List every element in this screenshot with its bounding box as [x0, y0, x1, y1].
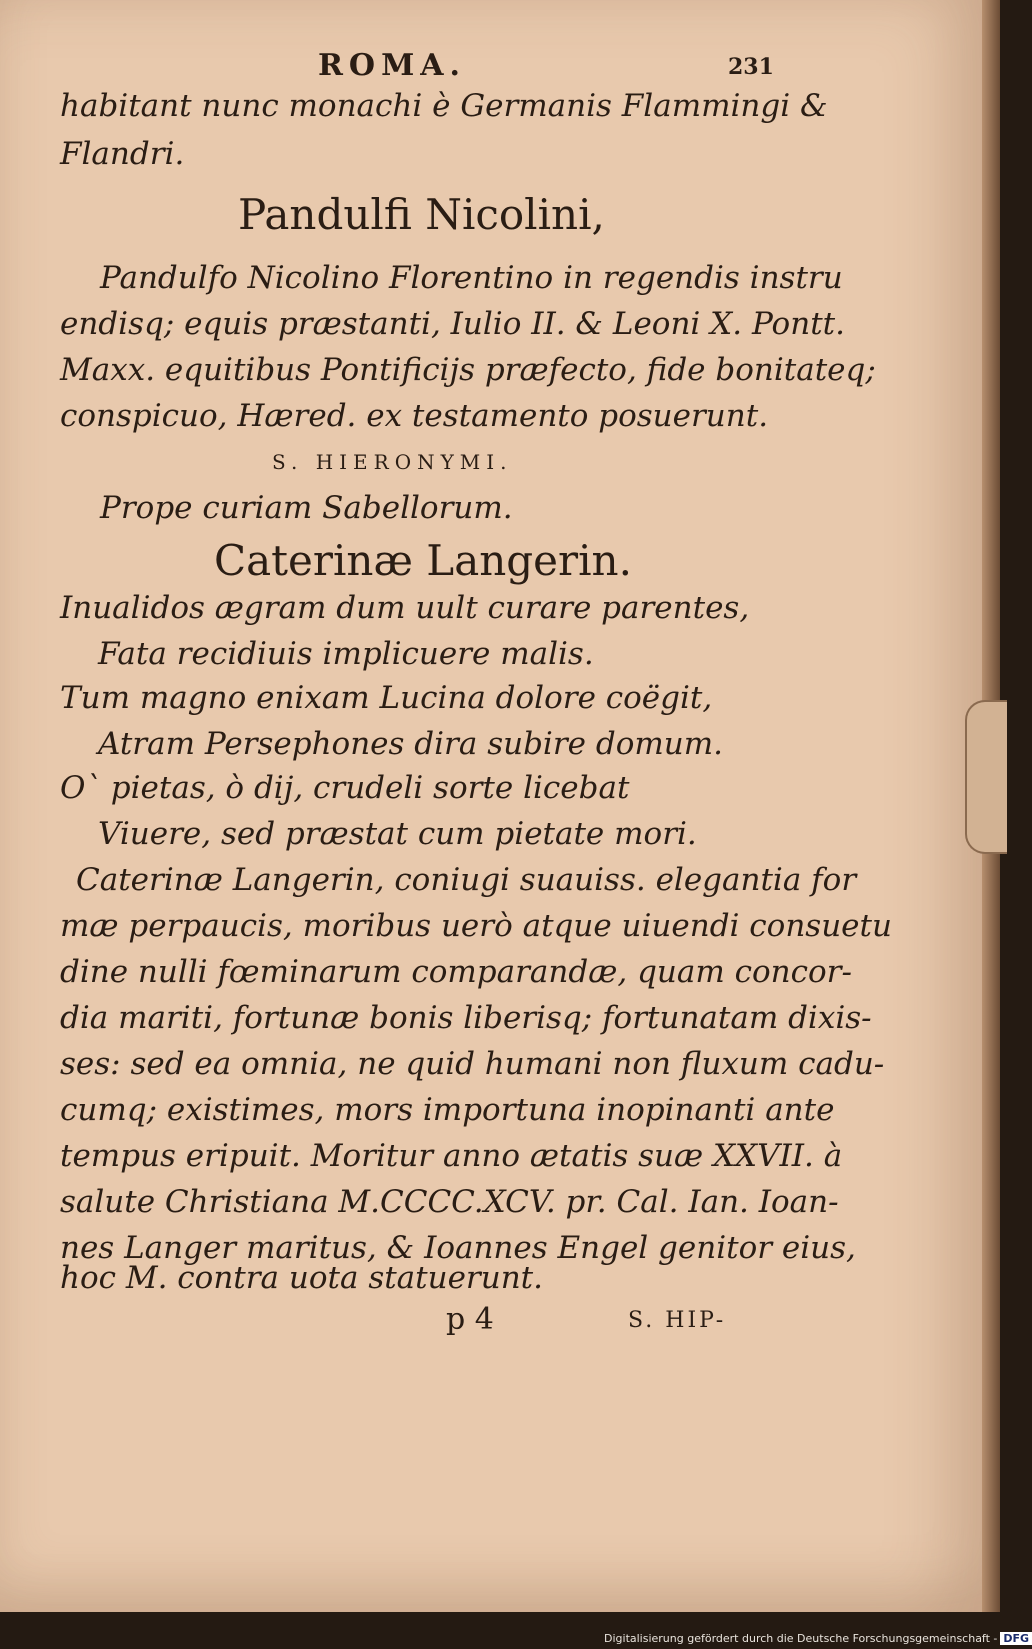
text-line: habitant nunc monachi è Germanis Flammingi &	[60, 88, 828, 124]
text-line: cumq; existimes, mors importuna inopinanti ante	[60, 1092, 835, 1128]
verse-line: Viuere, sed præstat cum pietate mori.	[98, 816, 697, 852]
page-number: 231	[728, 54, 774, 80]
text-line: Pandulfo Nicolino Florentino in regendis instru	[100, 260, 843, 296]
text-line: dia mariti, fortunæ bonis liberisq; fortunatam dixis-	[60, 1000, 872, 1036]
catchword: S. HIP-	[628, 1308, 727, 1333]
text-line: Maxx. equitibus Pontificijs præfecto, fide bonitateq;	[60, 352, 876, 388]
section-heading-small: S. HIERONYMI.	[272, 450, 513, 474]
text-line: Caterinæ Langerin, coniugi suauiss. elegantia for	[76, 862, 857, 898]
digitization-credit	[604, 1632, 1032, 1645]
text-line: Flandri.	[60, 136, 185, 172]
running-header: ROMA.	[318, 48, 466, 83]
section-heading: Caterinæ Langerin.	[214, 536, 632, 585]
text-line: Prope curiam Sabellorum.	[100, 490, 513, 526]
text-line: endisq; equis præstanti, Iulio II. & Leoni X. Pontt.	[60, 306, 845, 342]
text-line: ses: sed ea omnia, ne quid humani non fluxum cadu-	[60, 1046, 885, 1082]
verse-line: O` pietas, ò dij, crudeli sorte licebat	[60, 770, 630, 806]
text-line: conspicuo, Hæred. ex testamento posuerunt.	[60, 398, 769, 434]
verse-line: Inualidos ægram dum uult curare parentes,	[60, 590, 750, 626]
text-line: tempus eripuit. Moritur anno ætatis suæ XXVII. à	[60, 1138, 843, 1174]
page-clip	[965, 700, 1007, 854]
text-line: salute Christiana M.CCCC.XCV. pr. Cal. Ian. Ioan-	[60, 1184, 839, 1220]
text-line: nes Langer maritus, & Ioannes Engel genitor eius,	[60, 1230, 856, 1266]
dfg-logo: DFG	[1000, 1632, 1032, 1645]
text-line: hoc M. contra uota statuerunt.	[60, 1260, 543, 1296]
section-heading: Pandulfi Nicolini,	[238, 190, 605, 239]
text-line: dine nulli fœminarum comparandæ, quam concor-	[60, 954, 852, 990]
signature-mark: p 4	[446, 1302, 494, 1337]
credit-text: Digitalisierung gefördert durch die Deutsche Forschungsgemeinschaft -	[604, 1632, 998, 1645]
verse-line: Atram Persephones dira subire domum.	[98, 726, 723, 762]
text-line: mæ perpaucis, moribus uerò atque uiuendi consuetu	[60, 908, 892, 944]
verse-line: Tum magno enixam Lucina dolore coëgit,	[60, 680, 713, 716]
verse-line: Fata recidiuis implicuere malis.	[98, 636, 594, 672]
